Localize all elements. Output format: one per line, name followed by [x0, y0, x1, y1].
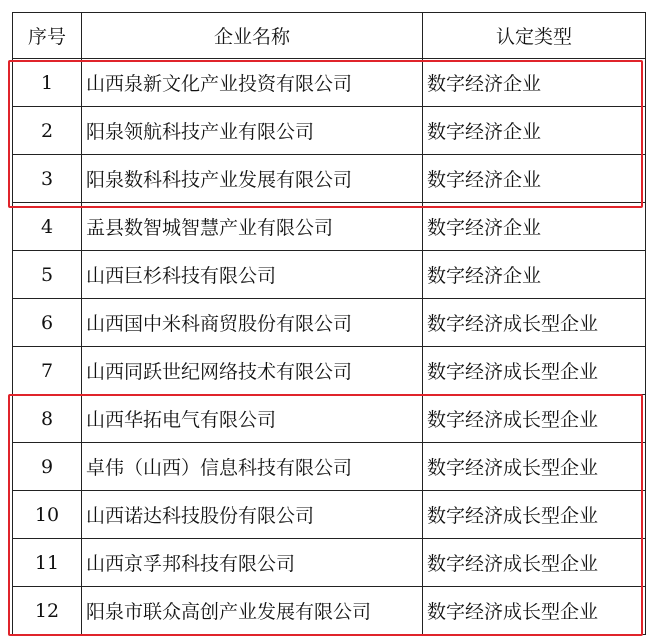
table-row	[13, 251, 646, 299]
row-type: 数字经济企业	[423, 251, 646, 299]
row-index: 1	[13, 59, 82, 107]
row-name: 山西同跃世纪网络技术有限公司	[82, 347, 423, 395]
row-index: 11	[13, 539, 82, 587]
row-index: 9	[13, 443, 82, 491]
row-name: 卓伟（山西）信息科技有限公司	[82, 443, 423, 491]
header-name: 企业名称	[82, 13, 423, 59]
row-type: 数字经济成长型企业	[423, 443, 646, 491]
enterprise-table	[12, 12, 646, 635]
table-row	[13, 395, 646, 443]
row-name: 山西诺达科技股份有限公司	[82, 491, 423, 539]
row-name: 山西泉新文化产业投资有限公司	[82, 59, 423, 107]
row-name: 山西国中米科商贸股份有限公司	[82, 299, 423, 347]
row-index: 10	[13, 491, 82, 539]
row-name: 山西华拓电气有限公司	[82, 395, 423, 443]
row-index: 3	[13, 155, 82, 203]
table-header-row	[13, 13, 646, 59]
table-row	[13, 299, 646, 347]
row-type: 数字经济成长型企业	[423, 587, 646, 635]
row-name: 阳泉领航科技产业有限公司	[82, 107, 423, 155]
row-index: 7	[13, 347, 82, 395]
row-type: 数字经济成长型企业	[423, 347, 646, 395]
row-index: 12	[13, 587, 82, 635]
row-name: 山西京孚邦科技有限公司	[82, 539, 423, 587]
table-row	[13, 443, 646, 491]
row-index: 5	[13, 251, 82, 299]
table-row	[13, 539, 646, 587]
row-type: 数字经济企业	[423, 203, 646, 251]
row-type: 数字经济企业	[423, 155, 646, 203]
table-row	[13, 155, 646, 203]
row-index: 6	[13, 299, 82, 347]
row-type: 数字经济企业	[423, 107, 646, 155]
table-row	[13, 587, 646, 635]
row-index: 2	[13, 107, 82, 155]
row-name: 阳泉市联众高创产业发展有限公司	[82, 587, 423, 635]
row-type: 数字经济成长型企业	[423, 395, 646, 443]
header-type: 认定类型	[423, 13, 646, 59]
row-type: 数字经济成长型企业	[423, 539, 646, 587]
row-name: 山西巨杉科技有限公司	[82, 251, 423, 299]
row-name: 盂县数智城智慧产业有限公司	[82, 203, 423, 251]
table-row	[13, 107, 646, 155]
table-row	[13, 491, 646, 539]
table-row	[13, 203, 646, 251]
header-index: 序号	[13, 13, 82, 59]
row-type: 数字经济成长型企业	[423, 491, 646, 539]
row-index: 8	[13, 395, 82, 443]
row-type: 数字经济企业	[423, 59, 646, 107]
table-row	[13, 347, 646, 395]
table-row	[13, 59, 646, 107]
row-type: 数字经济成长型企业	[423, 299, 646, 347]
row-index: 4	[13, 203, 82, 251]
row-name: 阳泉数科科技产业发展有限公司	[82, 155, 423, 203]
